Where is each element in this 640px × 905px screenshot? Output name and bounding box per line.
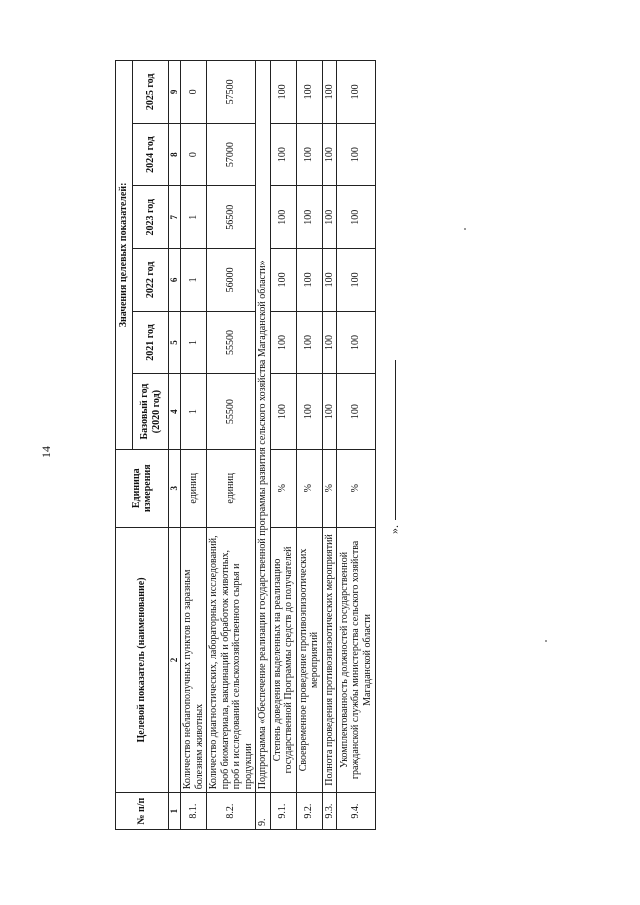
row-value: 100 xyxy=(337,374,376,450)
row-value: 100 xyxy=(296,249,322,312)
row-value: 57000 xyxy=(207,123,256,186)
col-number: 2 xyxy=(169,527,181,793)
row-value: 100 xyxy=(296,61,322,124)
row-value: 100 xyxy=(296,186,322,249)
closing-line xyxy=(395,360,396,520)
row-value: 100 xyxy=(270,123,296,186)
rotated-table-container xyxy=(115,60,373,830)
row-value: 1 xyxy=(181,374,207,450)
col-number: 8 xyxy=(169,123,181,186)
closing-mark xyxy=(386,360,406,534)
page-number: 14 xyxy=(39,446,53,458)
row-unit: % xyxy=(270,449,296,527)
col-number: 5 xyxy=(169,311,181,374)
row-value: 100 xyxy=(270,374,296,450)
row-value: 56500 xyxy=(207,186,256,249)
closing-quote: ». xyxy=(387,525,401,534)
subprogram-title: Подпрограмма «Обеспечение реализации государственной программы развития сельского хозяйства Магаданской области» xyxy=(256,61,271,793)
header-year-2025: 2025 год xyxy=(133,61,169,124)
header-year-base: Базовый год (2020 год) xyxy=(133,374,169,450)
row-value: 100 xyxy=(322,123,337,186)
row-value: 100 xyxy=(322,61,337,124)
header-row-1 xyxy=(116,61,133,830)
targets-table xyxy=(115,60,376,830)
row-num: 9.1. xyxy=(270,793,296,830)
row-num: 9. xyxy=(256,793,271,830)
table-row xyxy=(296,61,322,830)
row-value: 100 xyxy=(270,61,296,124)
header-year-2024: 2024 год xyxy=(133,123,169,186)
row-value: 100 xyxy=(322,249,337,312)
row-name: Степень доведения выделенных на реализацию государственной Программы средств до получателей xyxy=(270,527,296,793)
row-num: 9.3. xyxy=(322,793,337,830)
table-wrapper xyxy=(115,60,373,830)
row-value: 100 xyxy=(337,311,376,374)
row-value: 100 xyxy=(296,123,322,186)
row-name: Укомплектованность должностей государственной гражданской службы министерства сельского хозяйства Магаданской области xyxy=(337,527,376,793)
table-row xyxy=(337,61,376,830)
row-unit: % xyxy=(296,449,322,527)
header-name: Целевой показатель (наименование) xyxy=(116,527,169,793)
row-value: 100 xyxy=(337,186,376,249)
row-value: 56000 xyxy=(207,249,256,312)
row-num: 9.4. xyxy=(337,793,376,830)
row-value: 1 xyxy=(181,186,207,249)
row-value: 100 xyxy=(322,374,337,450)
row-value: 100 xyxy=(337,61,376,124)
col-number: 6 xyxy=(169,249,181,312)
col-number: 1 xyxy=(169,793,181,830)
row-value: 100 xyxy=(270,249,296,312)
table-row xyxy=(270,61,296,830)
row-num: 8.2. xyxy=(207,793,256,830)
col-number: 4 xyxy=(169,374,181,450)
row-name: Полнота проведения противоэпизоотических мероприятий xyxy=(322,527,337,793)
row-value: 1 xyxy=(181,311,207,374)
row-num: 8.1. xyxy=(181,793,207,830)
row-unit: % xyxy=(337,449,376,527)
scan-speck xyxy=(464,228,466,230)
col-number: 3 xyxy=(169,449,181,527)
header-unit: Единица измерения xyxy=(116,449,169,527)
header-year-2021: 2021 год xyxy=(133,311,169,374)
row-name: Количество неблагополучных пунктов по заразным болезням животных xyxy=(181,527,207,793)
row-value: 100 xyxy=(270,311,296,374)
header-num: № п/п xyxy=(116,793,169,830)
col-number: 9 xyxy=(169,61,181,124)
row-value: 100 xyxy=(337,123,376,186)
row-num: 9.2. xyxy=(296,793,322,830)
row-value: 100 xyxy=(296,374,322,450)
row-value: 0 xyxy=(181,61,207,124)
row-unit: единиц xyxy=(181,449,207,527)
col-number: 7 xyxy=(169,186,181,249)
table-row xyxy=(322,61,337,830)
row-value: 100 xyxy=(296,311,322,374)
row-name: Своевременное проведение противоэпизоотических мероприятий xyxy=(296,527,322,793)
scan-speck xyxy=(545,640,547,642)
table-row xyxy=(207,61,256,830)
row-value: 55500 xyxy=(207,374,256,450)
header-year-2023: 2023 год xyxy=(133,186,169,249)
header-values-group: Значения целевых показателей: xyxy=(116,61,133,450)
header-year-2022: 2022 год xyxy=(133,249,169,312)
row-value: 55500 xyxy=(207,311,256,374)
row-value: 57500 xyxy=(207,61,256,124)
row-value: 100 xyxy=(270,186,296,249)
row-unit: единиц xyxy=(207,449,256,527)
row-value: 1 xyxy=(181,249,207,312)
row-value: 100 xyxy=(322,186,337,249)
table-row xyxy=(181,61,207,830)
column-number-row xyxy=(169,61,181,830)
subprogram-row xyxy=(256,61,271,830)
row-value: 100 xyxy=(337,249,376,312)
row-value: 0 xyxy=(181,123,207,186)
row-value: 100 xyxy=(322,311,337,374)
row-unit: % xyxy=(322,449,337,527)
row-name: Количество диагностических, лабораторных исследований, проб биоматериала, вакцинаций и обработок животных, проб и исследований сельскохозяйственного сырья и продукции xyxy=(207,527,256,793)
